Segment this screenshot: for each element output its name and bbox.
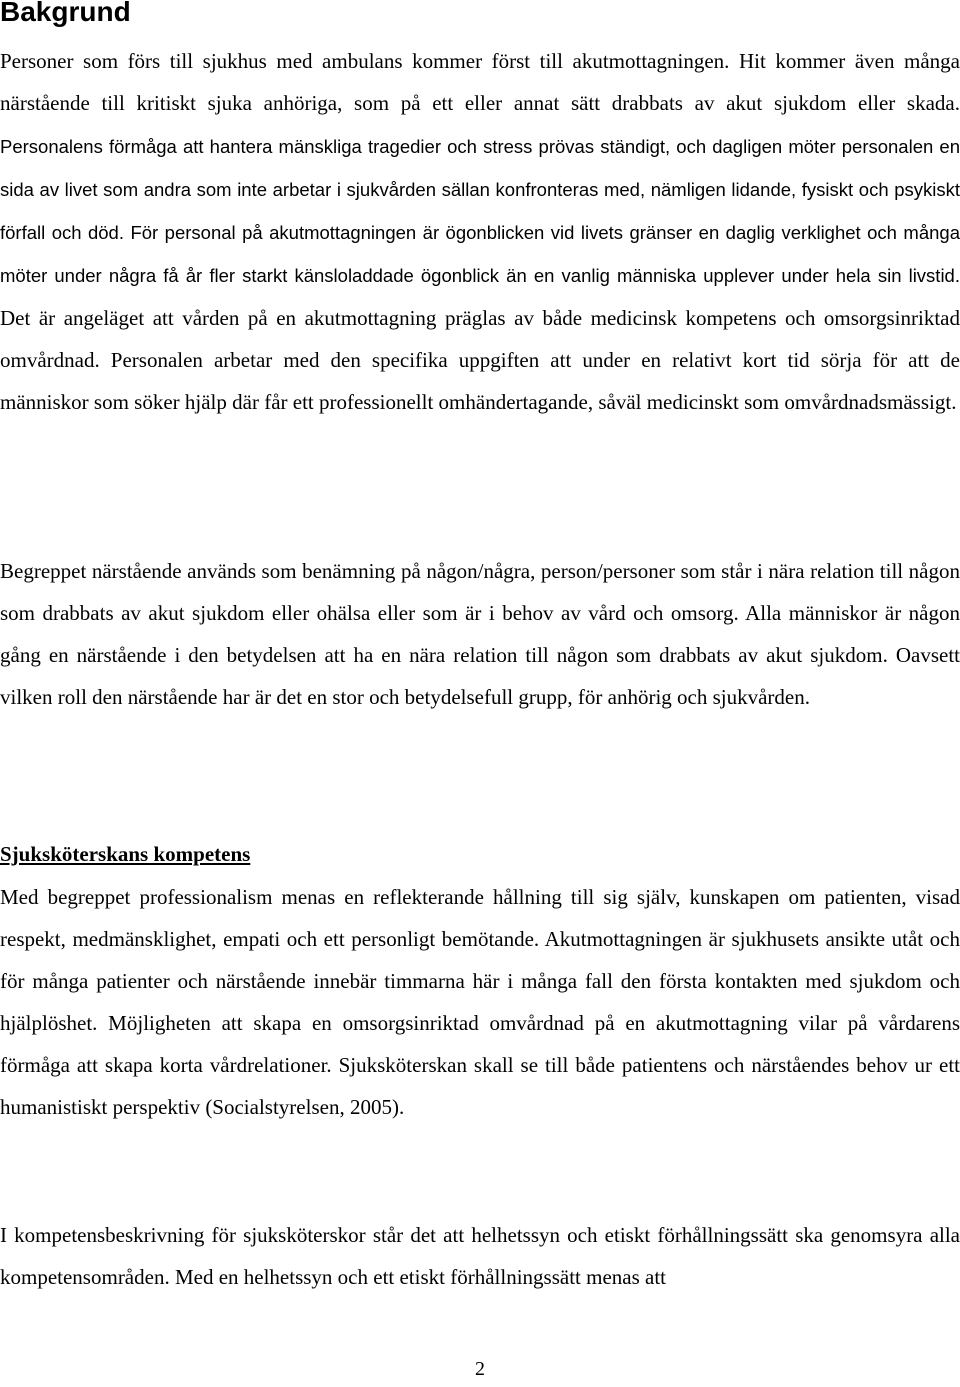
paragraph-intro-sentence-3: För personal på akutmottagningen är ögonblicken vid livets gränser en daglig verklighet och många möter under några få år fler starkt känsloladdade ögonblick än en vanlig människa upplever under hela sin livstid. xyxy=(0,222,960,286)
paragraph-intro-sentence-5: Personalen arbetar med den specifika uppgiften att under en relativt kort tid sörja för att de människor som söker hjälp där får ett professionellt omhändertagande, såväl medicinskt som omvårdnadsmässigt. xyxy=(0,348,960,414)
paragraph-intro xyxy=(0,40,960,423)
paragraph-intro-sentence-4: Det är angeläget att vården på en akutmottagning präglas av både medicinsk kompetens och omsorgsinriktad omvårdnad. xyxy=(0,306,960,372)
paragraph-narstaende: Begreppet närstående används som benämning på någon/några, person/personer som står i nära relation till någon som drabbats av akut sjukdom eller ohälsa eller som är i behov av vård och omsorg. Alla människor är någon gång en närstående i den betydelsen att ha en nära relation till någon som drabbats av akut sjukdom. Oavsett vilken roll den närstående har är det en stor och betydelsefull grupp, för anhörig och sjukvården. xyxy=(0,559,960,709)
paragraph-kompetensbeskrivning: I kompetensbeskrivning för sjuksköterskor står det att helhetssyn och etiskt förhållningssätt ska genomsyra alla kompetensområden. Med en helhetssyn och ett etiskt förhållningssätt menas att xyxy=(0,1223,960,1289)
paragraph-intro-sentence-1: Personer som förs till sjukhus med ambulans kommer först till akutmottagningen. Hit kommer även många närstående till kritiskt sjuka anhöriga, som på ett eller annat sätt drabbats av akut sjukdom eller skada. xyxy=(0,49,960,115)
heading-kompetens: Sjuksköterskans kompetens xyxy=(0,842,251,866)
heading-bakgrund: Bakgrund xyxy=(0,0,131,27)
paragraph-professionalism: Med begreppet professionalism menas en reflekterande hållning till sig själv, kunskapen om patienten, visad respekt, medmänsklighet, empati och ett personligt bemötande. Akutmottagningen är sjukhusets ansikte utåt och för många patienter och närstående innebär timmarna här i många fall den första kontakten med sjukdom och hjälplöshet. Möjligheten att skapa en omsorgsinriktad omvårdnad på en akutmottagning vilar på vårdarens förmåga att skapa korta vårdrelationer. Sjuksköterskan skall se till både patientens och närståendes behov ur ett humanistiskt perspektiv (Socialstyrelsen, 2005). xyxy=(0,885,960,1119)
paragraph-intro-sentence-2: Personalens förmåga att hantera mänskliga tragedier och stress prövas ständigt, och dagligen möter personalen en sida av livet som andra som inte arbetar i sjukvården sällan konfronteras med, nämligen lidande, fysiskt och psykiskt förfall och död. xyxy=(0,136,960,243)
page-number: 2 xyxy=(475,1358,485,1380)
